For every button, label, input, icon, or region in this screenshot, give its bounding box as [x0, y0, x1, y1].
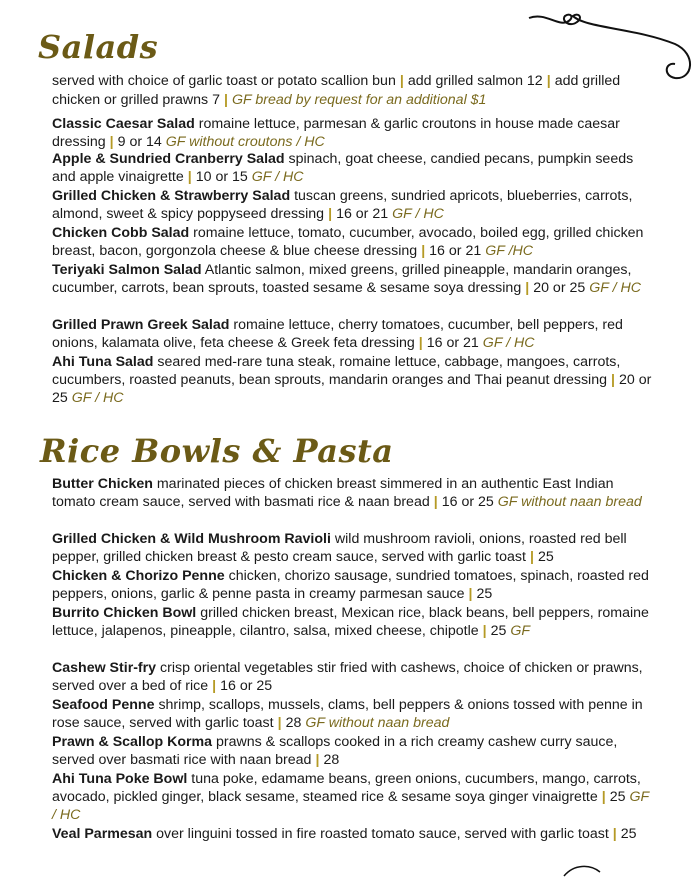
menu-item-apple-sundried-cranberry-salad [52, 150, 652, 186]
menu-item-butter-chicken [52, 475, 652, 511]
item-description: prawns & scallops cooked in a rich creamy cashew curry sauce, served over basmati rice with naan bread [52, 734, 618, 769]
item-note: GF [510, 623, 531, 640]
item-price: 25 [490, 623, 507, 640]
menu-item-cashew-stir-fry [52, 659, 652, 695]
flourish-ornament-bottom [560, 862, 640, 877]
separator-bar: | [610, 372, 615, 389]
item-description: marinated pieces of chicken breast simmered in an authentic East Indian tomato cream sauce, served with basmati rice & naan bread [52, 476, 614, 511]
item-price: 25 [476, 586, 493, 603]
item-name: Seafood Penne [52, 697, 155, 713]
item-price: 28 [323, 752, 340, 769]
item-price: 10 or 15 [195, 169, 248, 186]
separator-bar: | [212, 678, 217, 695]
item-price: 20 or 25 [52, 372, 652, 407]
item-name: Grilled Chicken & Wild Mushroom Ravioli [52, 531, 331, 547]
menu-item-seafood-penne [52, 696, 652, 732]
item-name: Grilled Chicken & Strawberry Salad [52, 188, 291, 204]
menu-item-ahi-tuna-poke-bowl [52, 770, 652, 825]
item-name: Butter Chicken [52, 476, 153, 492]
salads-intro [52, 72, 652, 109]
item-note: GF / HC [392, 206, 444, 223]
menu-item-ahi-tuna-salad [52, 353, 652, 408]
separator-bar: | [601, 789, 606, 806]
item-price: 28 [285, 715, 302, 732]
item-price: 16 or 21 [429, 243, 482, 260]
item-name: Classic Caesar Salad [52, 116, 195, 132]
item-note: GF / HC [589, 280, 641, 297]
item-description: over linguini tossed in fire roasted tomato sauce, served with garlic toast [156, 826, 609, 842]
separator-bar: | [525, 280, 530, 297]
separator-bar: | [468, 586, 473, 603]
separator-bar: | [223, 91, 228, 108]
item-name: Veal Parmesan [52, 826, 153, 842]
menu-item-grilled-chicken-wild-mushroom-ravioli [52, 530, 652, 566]
intro-text: add grilled salmon 12 [407, 73, 543, 89]
item-note: GF / HC [71, 390, 124, 407]
item-price: 16 or 21 [336, 206, 389, 223]
menu-item-veal-parmesan [52, 825, 652, 843]
item-name: Ahi Tuna Poke Bowl [52, 771, 188, 787]
item-description: chicken, chorizo sausage, sundried tomatoes, spinach, roasted red peppers, onions, garlic & penne pasta in creamy parmesan sauce [52, 568, 649, 603]
item-price: 16 or 21 [426, 335, 479, 352]
menu-item-prawn-scallop-korma [52, 733, 652, 769]
item-description: spinach, goat cheese, candied pecans, pumpkin seeds and apple vinaigrette [52, 151, 634, 186]
menu-item-teriyaki-salmon-salad [52, 261, 652, 297]
item-name: Burrito Chicken Bowl [52, 605, 197, 621]
menu-item-chicken-cobb-salad [52, 224, 652, 260]
item-note: GF without naan bread [497, 494, 642, 511]
section-title-rice-bowls-pasta: Rice Bowls & Pasta [40, 432, 394, 470]
item-description: wild mushroom ravioli, onions, roasted red bell pepper, grilled chicken breast & pesto cream sauce, served with garlic toast [52, 531, 627, 566]
item-description: tuscan greens, sundried apricots, blueberries, carrots, almond, sweet & spicy poppyseed dressing [52, 188, 633, 223]
menu-item-classic-caesar-salad [52, 115, 652, 151]
separator-bar: | [546, 73, 551, 89]
item-price: 16 or 25 [220, 678, 273, 695]
separator-bar: | [418, 335, 423, 352]
item-description: romaine lettuce, tomato, cucumber, avocado, boiled egg, grilled chicken breast, bacon, gorgonzola cheese & blue cheese dressing [52, 225, 644, 260]
item-note: GF / HC [482, 335, 535, 352]
item-name: Chicken Cobb Salad [52, 225, 190, 241]
item-note: GF / HC [251, 169, 304, 186]
separator-bar: | [482, 623, 487, 640]
separator-bar: | [421, 243, 426, 260]
separator-bar: | [529, 549, 534, 566]
item-description: seared med-rare tuna steak, romaine lettuce, cabbage, mangoes, carrots, cucumbers, roasted peanuts, bean sprouts, mandarin oranges and Thai peanut dressing [52, 354, 621, 389]
item-description: shrimp, scallops, mussels, clams, bell peppers & onions tossed with penne in rose sauce, served with garlic toast [52, 697, 643, 732]
menu-item-burrito-chicken-bowl [52, 604, 652, 640]
item-note: GF without naan bread [305, 715, 450, 732]
intro-note: GF bread by request for an additional $1 [231, 91, 487, 108]
menu-item-grilled-chicken-strawberry-salad [52, 187, 652, 223]
item-name: Apple & Sundried Cranberry Salad [52, 151, 285, 167]
separator-bar: | [399, 73, 404, 89]
separator-bar: | [187, 169, 192, 186]
item-note: GF / HC [52, 789, 649, 824]
section-title-salads: Salads [38, 28, 159, 66]
intro-text: served with choice of garlic toast or potato scallion bun [52, 73, 396, 89]
separator-bar: | [328, 206, 333, 223]
separator-bar: | [612, 826, 617, 842]
item-name: Prawn & Scallop Korma [52, 734, 213, 750]
separator-bar: | [277, 715, 282, 732]
menu-item-chicken-chorizo-penne [52, 567, 652, 603]
item-name: Ahi Tuna Salad [52, 354, 154, 370]
intro-text: add grilled chicken or grilled prawns 7 [52, 73, 621, 108]
item-note: GF without croutons / HC [165, 134, 325, 151]
item-price: 9 or 14 [117, 134, 162, 151]
separator-bar: | [109, 134, 114, 151]
item-note: GF /HC [485, 243, 534, 260]
separator-bar: | [315, 752, 320, 769]
item-description: grilled chicken breast, Mexican rice, black beans, bell peppers, romaine lettuce, jalapenos, pineapple, cilantro, salsa, mixed cheese, chipotle [52, 605, 649, 640]
separator-bar: | [433, 494, 438, 511]
item-price: 25 [620, 826, 637, 842]
item-name: Chicken & Chorizo Penne [52, 568, 225, 584]
item-name: Teriyaki Salmon Salad [52, 262, 202, 278]
menu-item-grilled-prawn-greek-salad [52, 316, 652, 352]
item-description: crisp oriental vegetables stir fried with cashews, choice of chicken or prawns, served over a bed of rice [52, 660, 643, 695]
item-name: Grilled Prawn Greek Salad [52, 317, 230, 333]
item-description: tuna poke, edamame beans, green onions, cucumbers, mango, carrots, avocado, pickled ginger, black sesame, steamed rice & sesame soya ginger vinaigrette [52, 771, 641, 806]
item-price: 25 [537, 549, 554, 566]
item-description: romaine lettuce, parmesan & garlic croutons in house made caesar dressing [52, 116, 620, 151]
item-description: Atlantic salmon, mixed greens, grilled pineapple, mandarin oranges, cucumber, carrots, bean sprouts, toasted sesame & sesame soya dressing [52, 262, 632, 297]
item-name: Cashew Stir-fry [52, 660, 157, 676]
item-description: romaine lettuce, cherry tomatoes, cucumber, bell peppers, red onions, kalamata olive, feta cheese & Greek feta dressing [52, 317, 623, 352]
item-price: 16 or 25 [441, 494, 494, 511]
item-price: 25 [609, 789, 626, 806]
item-price: 20 or 25 [533, 280, 586, 297]
